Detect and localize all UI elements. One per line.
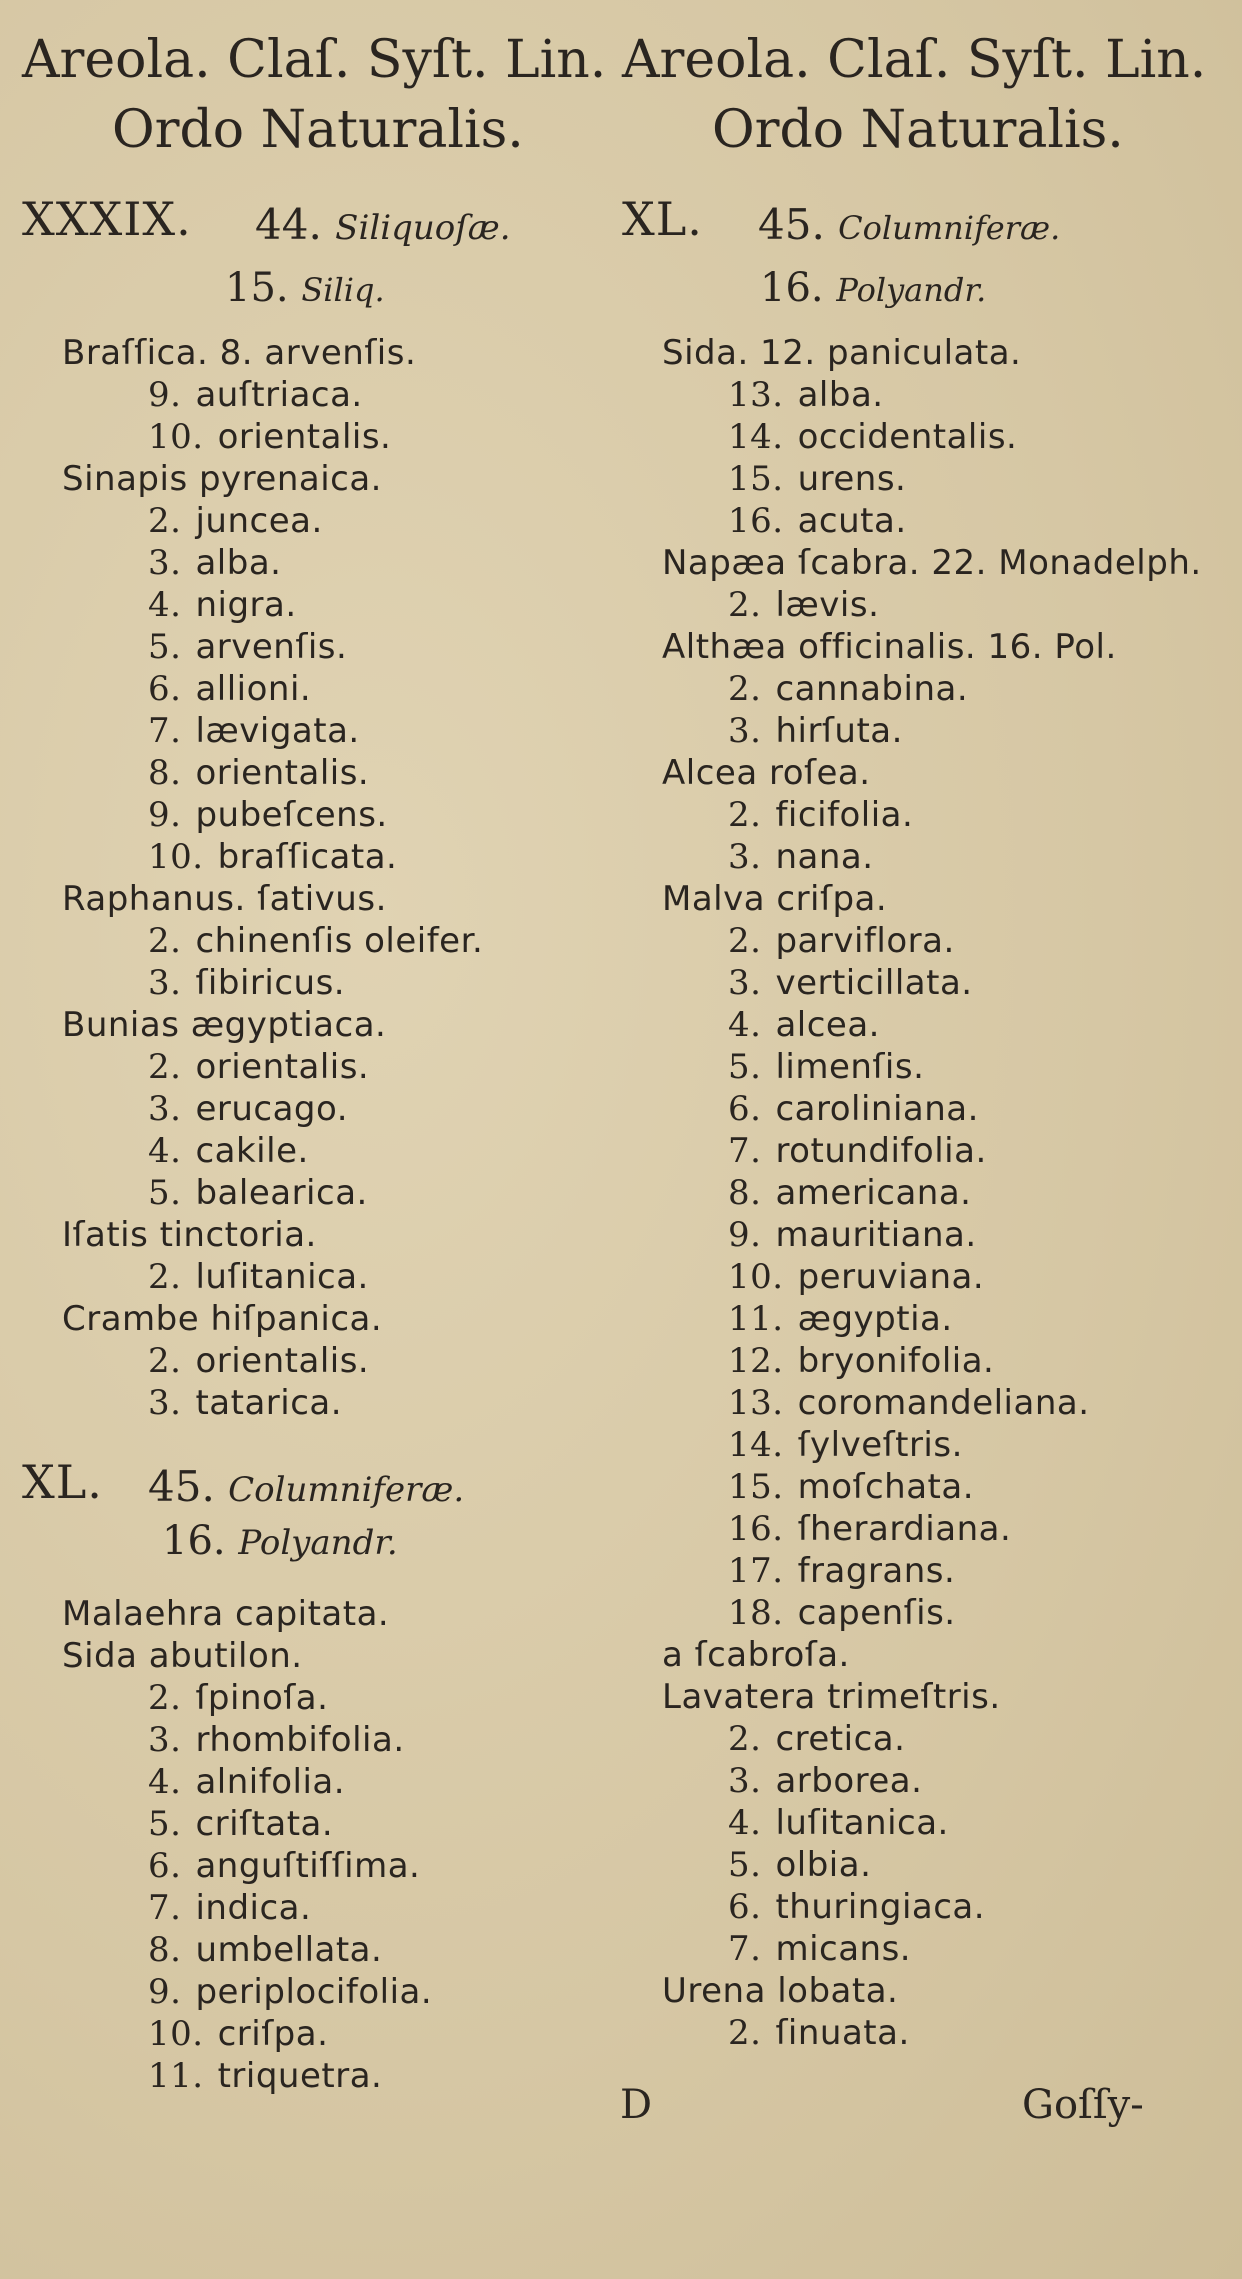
list-item-number: 7. xyxy=(728,1131,762,1171)
list-item xyxy=(62,1214,317,1256)
list-item-text: thuringiaca. xyxy=(775,1887,986,1927)
list-item xyxy=(728,1550,955,1592)
list-item xyxy=(62,1004,386,1046)
list-item xyxy=(728,1760,922,1802)
list-item-text: orientalis. xyxy=(195,1047,370,1087)
list-item xyxy=(148,542,281,584)
list-item-text: Malaehra capitata. xyxy=(62,1594,390,1634)
list-item-text: urens. xyxy=(797,459,907,499)
list-item-number: 7. xyxy=(728,1929,762,1969)
list-item-number: 3. xyxy=(728,711,762,751)
list-item-text: periplocifolia. xyxy=(195,1972,433,2012)
list-item-text: Sinapis pyrenaica. xyxy=(62,459,382,499)
list-item xyxy=(148,1256,369,1298)
list-item xyxy=(728,1424,963,1466)
list-item-text: alnifolia. xyxy=(195,1762,346,1802)
list-item xyxy=(728,1298,953,1340)
list-item-text: allioni. xyxy=(195,669,312,709)
list-item xyxy=(148,1845,420,1887)
list-item-text: americana. xyxy=(775,1173,972,1213)
list-item xyxy=(728,1928,911,1970)
list-item-text: criſpa. xyxy=(217,2014,329,2054)
list-item xyxy=(148,416,391,458)
list-item-number: 3. xyxy=(728,963,762,1003)
list-item-text: Napæa ſcabra. 22. Monadelph. xyxy=(662,543,1202,583)
list-item xyxy=(662,626,1117,668)
right-section1-order xyxy=(760,265,986,311)
list-item xyxy=(728,374,884,416)
list-item-number: 8. xyxy=(148,1930,182,1970)
list-item-text: lævis. xyxy=(775,585,880,625)
list-item xyxy=(728,1046,924,1088)
list-item xyxy=(148,500,323,542)
list-item xyxy=(728,584,879,626)
list-item-number: 3. xyxy=(728,1761,762,1801)
list-item-number: 11. xyxy=(148,2056,204,2096)
list-item-text: auſtriaca. xyxy=(195,375,363,415)
list-item-text: Urena lobata. xyxy=(662,1971,899,2011)
list-item-text: ſylveſtris. xyxy=(797,1425,963,1465)
list-item-number: 9. xyxy=(148,375,182,415)
list-item-text: a ſcabroſa. xyxy=(662,1635,850,1675)
list-item-text: ſherardiana. xyxy=(797,1509,1012,1549)
list-item-text: lævigata. xyxy=(195,711,360,751)
list-item xyxy=(148,626,347,668)
list-item xyxy=(148,1340,369,1382)
list-item xyxy=(728,1130,987,1172)
list-item-number: 3. xyxy=(148,1089,182,1129)
list-item xyxy=(728,1256,984,1298)
list-item-text: rhombifolia. xyxy=(195,1720,405,1760)
list-item-number: 10. xyxy=(148,837,204,877)
left-section2-order-name: Polyandr. xyxy=(238,1523,398,1563)
list-item-text: coromandeliana. xyxy=(797,1383,1090,1423)
list-item-number: 13. xyxy=(728,375,784,415)
list-item-number: 2. xyxy=(148,1257,182,1297)
list-item xyxy=(662,1970,898,2012)
left-column xyxy=(0,0,607,2279)
list-item-text: orientalis. xyxy=(217,417,392,457)
list-item xyxy=(728,1382,1090,1424)
list-item xyxy=(728,1508,1011,1550)
list-item xyxy=(148,1172,368,1214)
list-item xyxy=(148,710,360,752)
list-item-text: cretica. xyxy=(775,1719,906,1759)
list-item xyxy=(148,752,369,794)
list-item-text: alcea. xyxy=(775,1005,880,1045)
page-signature: D xyxy=(620,2082,653,2128)
list-item xyxy=(728,1802,949,1844)
list-item xyxy=(148,1761,345,1803)
list-item-number: 2. xyxy=(728,2013,762,2053)
list-item-text: caroliniana. xyxy=(775,1089,979,1129)
right-section1-class-num: 45. xyxy=(758,200,825,249)
list-item-text: arborea. xyxy=(775,1761,923,1801)
list-item-number: 12. xyxy=(728,1341,784,1381)
list-item xyxy=(148,1887,311,1929)
list-item-number: 15. xyxy=(728,1467,784,1507)
list-item-number: 14. xyxy=(728,417,784,457)
list-item-text: nigra. xyxy=(195,585,297,625)
list-item-text: verticillata. xyxy=(775,963,973,1003)
list-item xyxy=(728,1340,994,1382)
list-item xyxy=(62,1298,382,1340)
list-item-text: cannabina. xyxy=(775,669,969,709)
list-item xyxy=(148,374,363,416)
list-item xyxy=(148,1088,348,1130)
list-item-text: indica. xyxy=(195,1888,312,1928)
right-header-line1: Areola. Claſ. Syſt. Lin. xyxy=(622,30,1207,90)
list-item-number: 5. xyxy=(728,1047,762,1087)
list-item-text: triquetra. xyxy=(217,2056,383,2096)
right-section1-order-name: Polyandr. xyxy=(836,271,987,309)
list-item-text: capenſis. xyxy=(797,1593,956,1633)
list-item-number: 7. xyxy=(148,711,182,751)
list-item xyxy=(148,668,311,710)
right-section1-numeral: XL. xyxy=(622,192,703,246)
list-item-text: mauritiana. xyxy=(775,1215,977,1255)
list-item xyxy=(662,542,1202,584)
right-section1-class xyxy=(758,200,1060,249)
list-item-number: 3. xyxy=(728,837,762,877)
list-item-number: 11. xyxy=(728,1299,784,1339)
list-item xyxy=(62,1593,389,1635)
list-item xyxy=(728,710,903,752)
list-item-number: 3. xyxy=(148,1720,182,1760)
list-item xyxy=(728,836,874,878)
list-item-text: Althæa officinalis. 16. Pol. xyxy=(662,627,1117,667)
list-item xyxy=(728,1592,956,1634)
list-item xyxy=(148,794,388,836)
left-section2-class-name: Columniferæ. xyxy=(228,1470,465,1510)
list-item-number: 8. xyxy=(728,1173,762,1213)
list-item-number: 2. xyxy=(728,669,762,709)
list-item-number: 17. xyxy=(728,1551,784,1591)
list-item-number: 2. xyxy=(728,1719,762,1759)
list-item xyxy=(728,500,907,542)
list-item-text: peruviana. xyxy=(797,1257,985,1297)
list-item-text: Crambe hiſpanica. xyxy=(62,1299,383,1339)
right-column xyxy=(600,0,1207,2279)
list-item-number: 9. xyxy=(148,795,182,835)
list-item-number: 9. xyxy=(148,1972,182,2012)
list-item xyxy=(148,1803,333,1845)
list-item xyxy=(728,1172,971,1214)
list-item-text: pubeſcens. xyxy=(195,795,388,835)
list-item-number: 8. xyxy=(148,753,182,793)
left-section1-class xyxy=(255,200,511,249)
list-item-number: 7. xyxy=(148,1888,182,1928)
list-item-text: rotundifolia. xyxy=(775,1131,987,1171)
list-item xyxy=(62,1635,303,1677)
list-item-text: olbia. xyxy=(775,1845,872,1885)
list-item-text: ſibiricus. xyxy=(195,963,346,1003)
list-item-text: occidentalis. xyxy=(797,417,1018,457)
list-item xyxy=(728,794,913,836)
list-item-text: arvenſis. xyxy=(195,627,348,667)
list-item xyxy=(148,1677,328,1719)
left-section2-numeral: XL. xyxy=(22,1455,103,1509)
list-item-text: ſpinoſa. xyxy=(195,1678,329,1718)
list-item-number: 10. xyxy=(728,1257,784,1297)
list-item-text: hirſuta. xyxy=(775,711,903,751)
left-section2-order-num: 16. xyxy=(162,1518,226,1564)
list-item xyxy=(728,2012,910,2054)
left-section1-order-name: Siliq. xyxy=(301,271,385,309)
right-header-line2: Ordo Naturalis. xyxy=(712,100,1124,160)
list-item-text: limenſis. xyxy=(775,1047,925,1087)
list-item-text: bryonifolia. xyxy=(797,1341,995,1381)
list-item xyxy=(662,332,1021,374)
list-item-number: 2. xyxy=(148,501,182,541)
list-item xyxy=(148,1046,369,1088)
list-item xyxy=(148,2013,328,2055)
right-section1-order-num: 16. xyxy=(760,265,824,311)
list-item xyxy=(62,878,387,920)
list-item-number: 10. xyxy=(148,417,204,457)
list-item-number: 16. xyxy=(728,1509,784,1549)
list-item-text: orientalis. xyxy=(195,753,370,793)
list-item xyxy=(662,1634,850,1676)
list-item xyxy=(728,416,1017,458)
list-item xyxy=(728,1844,871,1886)
list-item-text: erucago. xyxy=(195,1089,349,1129)
list-item-text: acuta. xyxy=(797,501,907,541)
list-item xyxy=(148,1929,382,1971)
list-item xyxy=(148,2055,382,2097)
list-item-number: 3. xyxy=(148,963,182,1003)
list-item-text: Alcea roſea. xyxy=(662,753,871,793)
list-item-text: juncea. xyxy=(195,501,323,541)
list-item xyxy=(728,1466,974,1508)
list-item-number: 2. xyxy=(728,921,762,961)
list-item-number: 18. xyxy=(728,1593,784,1633)
list-item xyxy=(148,920,483,962)
list-item-text: luſitanica. xyxy=(775,1803,949,1843)
list-item-number: 3. xyxy=(148,1383,182,1423)
list-item xyxy=(148,1971,432,2013)
right-section1-class-name: Columniferæ. xyxy=(838,209,1061,247)
list-item-text: Bunias ægyptiaca. xyxy=(62,1005,387,1045)
list-item xyxy=(62,332,416,374)
list-item-text: chinenſis oleifer. xyxy=(195,921,484,961)
list-item-text: luſitanica. xyxy=(195,1257,369,1297)
list-item-number: 13. xyxy=(728,1383,784,1423)
list-item xyxy=(662,752,871,794)
list-item-text: ſinuata. xyxy=(775,2013,910,2053)
list-item xyxy=(148,1719,405,1761)
left-header-line1: Areola. Claſ. Syſt. Lin. xyxy=(22,30,607,90)
list-item xyxy=(148,836,397,878)
list-item-text: Braſſica. 8. arvenſis. xyxy=(62,333,417,373)
list-item xyxy=(728,668,968,710)
list-item-text: parviflora. xyxy=(775,921,955,961)
list-item-number: 5. xyxy=(148,1804,182,1844)
left-section1-numeral: XXXIX. xyxy=(22,192,192,246)
list-item-number: 9. xyxy=(728,1215,762,1255)
list-item xyxy=(728,1886,985,1928)
left-section1-class-num: 44. xyxy=(255,200,322,249)
list-item-number: 2. xyxy=(728,585,762,625)
list-item-text: tatarica. xyxy=(195,1383,343,1423)
list-item-number: 6. xyxy=(148,669,182,709)
list-item xyxy=(728,962,973,1004)
list-item-text: alba. xyxy=(195,543,282,583)
list-item-number: 4. xyxy=(148,1131,182,1171)
list-item-text: Raphanus. ſativus. xyxy=(62,879,387,919)
list-item xyxy=(728,458,906,500)
list-item-number: 4. xyxy=(148,1762,182,1802)
list-item-number: 10. xyxy=(148,2014,204,2054)
left-header-line2: Ordo Naturalis. xyxy=(112,100,524,160)
list-item xyxy=(728,1718,905,1760)
list-item-text: alba. xyxy=(797,375,884,415)
list-item xyxy=(728,920,955,962)
list-item-text: moſchata. xyxy=(797,1467,975,1507)
list-item-text: Malva criſpa. xyxy=(662,879,888,919)
list-item xyxy=(728,1214,977,1256)
list-item-number: 6. xyxy=(728,1089,762,1129)
list-item-text: balearica. xyxy=(195,1173,368,1213)
list-item-number: 15. xyxy=(728,459,784,499)
list-item-number: 4. xyxy=(728,1005,762,1045)
list-item-number: 5. xyxy=(148,1173,182,1213)
list-item-text: anguſtiſſima. xyxy=(195,1846,421,1886)
left-section1-order-num: 15. xyxy=(225,265,289,311)
list-item-text: braſſicata. xyxy=(217,837,398,877)
list-item-text: Sida. 12. paniculata. xyxy=(662,333,1022,373)
left-section2-class xyxy=(148,1462,464,1511)
list-item-number: 6. xyxy=(728,1887,762,1927)
list-item-text: ægyptia. xyxy=(797,1299,953,1339)
list-item xyxy=(728,1088,979,1130)
list-item-text: Iſatis tinctoria. xyxy=(62,1215,317,1255)
list-item-number: 2. xyxy=(148,1047,182,1087)
list-item xyxy=(662,878,887,920)
list-item-number: 2. xyxy=(148,1678,182,1718)
left-section1-order xyxy=(225,265,385,311)
list-item-number: 4. xyxy=(148,585,182,625)
list-item xyxy=(148,1130,309,1172)
list-item xyxy=(148,584,297,626)
list-item-text: cakile. xyxy=(195,1131,309,1171)
list-item-number: 14. xyxy=(728,1425,784,1465)
list-item-text: nana. xyxy=(775,837,874,877)
list-item-number: 5. xyxy=(148,627,182,667)
left-section1-class-name: Siliquoſæ. xyxy=(335,208,511,248)
list-item xyxy=(148,1382,342,1424)
list-item-number: 6. xyxy=(148,1846,182,1886)
list-item-text: criſtata. xyxy=(195,1804,334,1844)
list-item-text: micans. xyxy=(775,1929,912,1969)
list-item-number: 2. xyxy=(148,921,182,961)
list-item-text: Lavatera trimeſtris. xyxy=(662,1677,1001,1717)
list-item-text: fragrans. xyxy=(797,1551,956,1591)
list-item-number: 2. xyxy=(728,795,762,835)
list-item xyxy=(148,962,345,1004)
list-item-text: ficifolia. xyxy=(775,795,914,835)
list-item xyxy=(728,1004,880,1046)
list-item-text: Sida abutilon. xyxy=(62,1636,303,1676)
left-section2-class-num: 45. xyxy=(148,1462,215,1511)
list-item-text: orientalis. xyxy=(195,1341,370,1381)
catchword: Goſſy- xyxy=(1022,2082,1144,2128)
list-item-number: 4. xyxy=(728,1803,762,1843)
list-item-number: 3. xyxy=(148,543,182,583)
list-item-text: umbellata. xyxy=(195,1930,383,1970)
list-item xyxy=(62,458,382,500)
list-item-number: 16. xyxy=(728,501,784,541)
list-item-number: 5. xyxy=(728,1845,762,1885)
list-item xyxy=(662,1676,1001,1718)
list-item-number: 2. xyxy=(148,1341,182,1381)
left-section2-order xyxy=(162,1518,398,1564)
